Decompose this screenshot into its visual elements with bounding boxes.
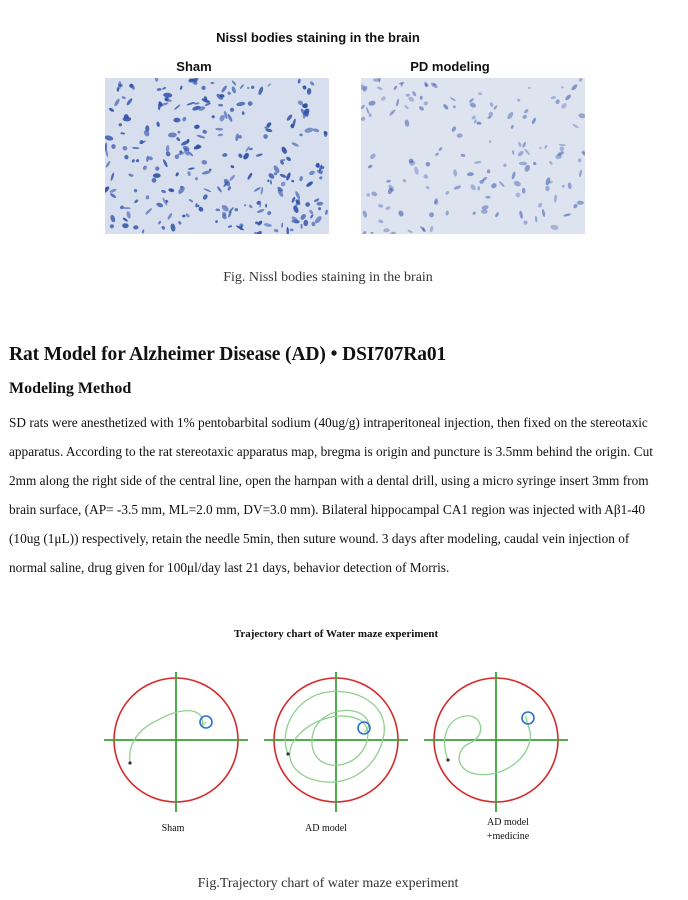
paragraph-line: apparatus. According to the rat stereotaxic apparatus map, bregma is origin and puncture is 3.5mm behind the origin. Cut — [9, 444, 653, 459]
maze-label-sham: Sham — [161, 823, 185, 834]
maze-ad-model — [264, 672, 408, 812]
paragraph-line: brain surface, (AP= -3.5 mm, ML=2.0 mm, DV=3.0 mm). Bilateral hippocampal CA1 region was injected with Aβ1-40 — [9, 502, 645, 517]
swim-path — [130, 711, 206, 762]
stained-cell — [481, 209, 488, 213]
paragraph-line: (10ug (1μL)) respectively, retain the needle 5min, then suture wound. 3 days after modeling, caudal vein injection of — [9, 531, 630, 546]
water-maze-diagram — [100, 672, 580, 812]
paragraph-line: SD rats were anesthetized with 1% pentobarbital sodium (40ug/g) intraperitoneal injection, then fixed on the stereotaxic — [9, 415, 648, 430]
maze-label-ad-model: AD model — [305, 823, 347, 834]
stained-cell — [173, 118, 180, 123]
maze-sham — [104, 672, 248, 812]
platform-marker — [522, 712, 534, 724]
start-point — [446, 758, 449, 761]
maze-ad-model-medicine — [424, 672, 568, 812]
stained-cell — [519, 162, 527, 166]
panel-label-pd-modeling: PD modeling — [410, 59, 490, 74]
nissl-image-sham — [105, 78, 329, 234]
panel-label-sham: Sham — [176, 59, 212, 74]
swim-path — [285, 691, 384, 782]
section-title: Rat Model for Alzheimer Disease (AD) • DSI707Ra01 — [9, 344, 447, 365]
paragraph-line: normal saline, drug given for 100μl/day last 21 days, behavior detection of Morris. — [9, 560, 450, 575]
maze-label-ad-model-medicine: AD model +medicine — [486, 817, 530, 842]
nissl-figure-caption: Fig. Nissl bodies staining in the brain — [223, 270, 433, 285]
stained-cell — [290, 229, 294, 232]
modeling-method-paragraph — [9, 408, 684, 582]
start-point — [128, 761, 131, 764]
start-point — [286, 752, 289, 755]
water-maze-figure-caption: Fig.Trajectory chart of water maze experiment — [197, 876, 459, 891]
swim-path — [445, 716, 531, 775]
water-maze-figure-title: Trajectory chart of Water maze experiment — [233, 628, 439, 640]
paragraph-line: 2mm along the right side of the central line, open the harnpan with a dental drill, using a micro syringe insert 3mm from — [9, 473, 649, 488]
subsection-title: Modeling Method — [9, 380, 132, 397]
nissl-image-pd-modeling — [361, 78, 585, 234]
nissl-figure-title: Nissl bodies staining in the brain — [216, 30, 420, 45]
